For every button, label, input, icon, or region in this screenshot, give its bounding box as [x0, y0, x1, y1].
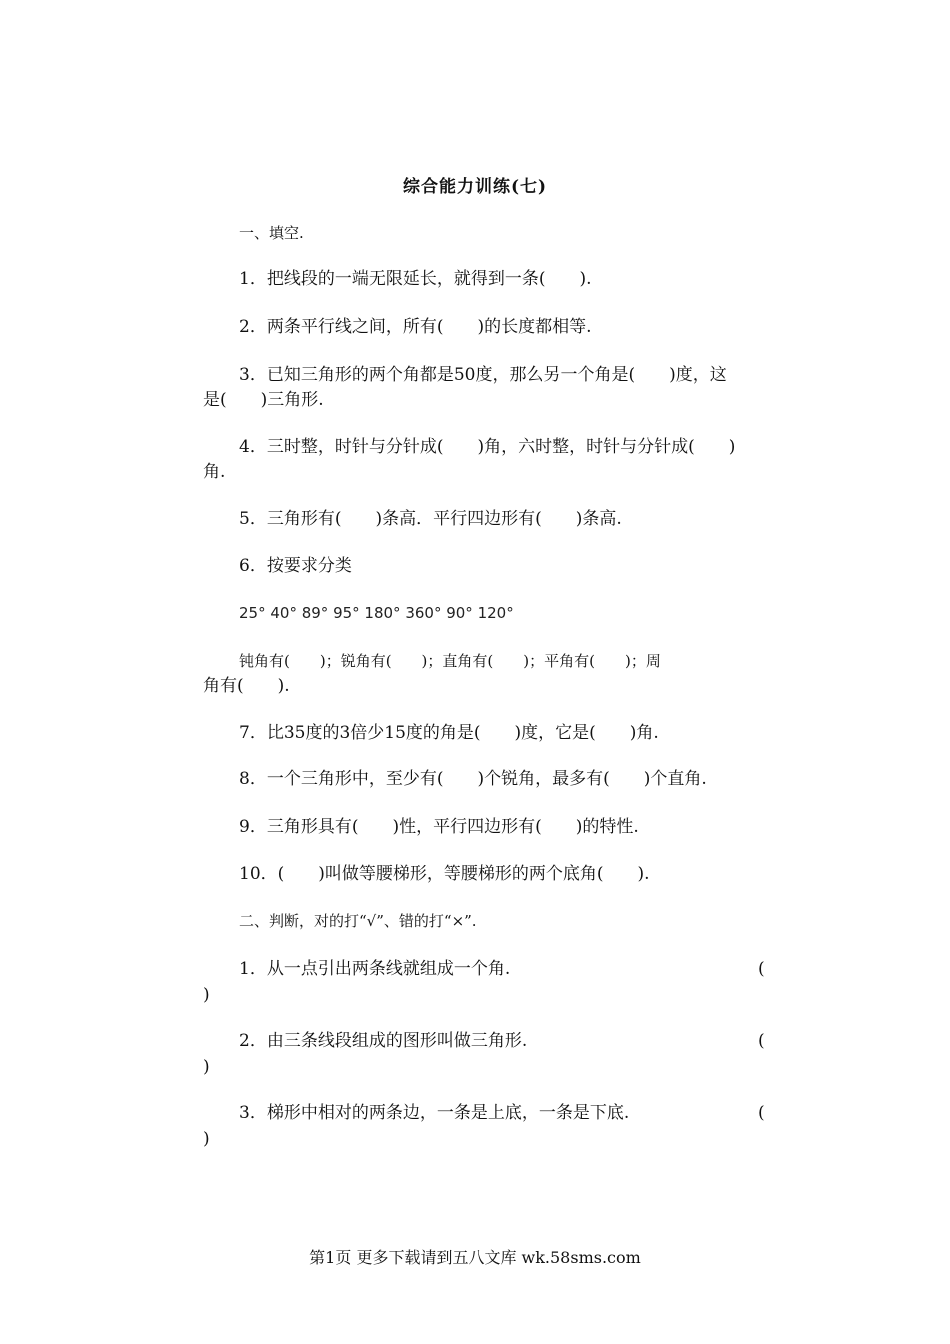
judge-3-open-paren: (: [758, 1103, 765, 1123]
question-2: 2．两条平行线之间，所有( )的长度都相等.: [239, 317, 592, 337]
question-4-line2: 角.: [203, 462, 226, 482]
judge-question-3: 3．梯形中相对的两条边，一条是上底，一条是下底.: [239, 1103, 630, 1123]
judge-1-open-paren: (: [758, 959, 765, 979]
classification-line1: [203, 648, 839, 674]
judge-2-open-paren: (: [758, 1031, 765, 1051]
degree-list: 25° 40° 89° 95° 180° 360° 90° 120°: [239, 604, 514, 622]
question-6: 6．按要求分类: [239, 556, 352, 576]
question-1: 1．把线段的一端无限延长，就得到一条( ).: [239, 269, 592, 289]
section-heading-true-false: 二、判断，对的打“√”、错的打“×”.: [239, 912, 477, 930]
question-3-line1: 3．已知三角形的两个角都是50度，那么另一个角是( )度，这: [239, 365, 727, 385]
question-7: 7．比35度的3倍少15度的角是( )度，它是( )角.: [239, 723, 659, 743]
judge-3-close-paren: ): [203, 1129, 210, 1149]
classification-line2: 角有( ).: [203, 676, 290, 696]
section-heading-fill-blank: 一、填空.: [239, 224, 304, 242]
question-8: 8．一个三角形中，至少有( )个锐角，最多有( )个直角.: [239, 769, 707, 789]
judge-2-close-paren: ): [203, 1057, 210, 1077]
page-footer: 第1页 更多下载请到五八文库 wk.58sms.com: [309, 1248, 641, 1267]
judge-1-close-paren: ): [203, 985, 210, 1005]
judge-question-1: 1．从一点引出两条线就组成一个角.: [239, 959, 511, 979]
page-title: 综合能力训练(七): [402, 177, 548, 197]
question-5: 5．三角形有( )条高．平行四边形有( )条高.: [239, 509, 622, 529]
classification-text: 钝角有( )；锐角有( )；直角有( )；平角有( )；周: [239, 652, 661, 670]
question-10: 10．( )叫做等腰梯形，等腰梯形的两个底角( ).: [239, 864, 650, 884]
question-3-line2: 是( )三角形.: [203, 390, 324, 410]
question-9: 9．三角形具有( )性，平行四边形有( )的特性.: [239, 817, 639, 837]
judge-question-2: 2．由三条线段组成的图形叫做三角形.: [239, 1031, 528, 1051]
question-4-line1: 4．三时整，时针与分针成( )角，六时整，时针与分针成( ): [239, 437, 736, 457]
